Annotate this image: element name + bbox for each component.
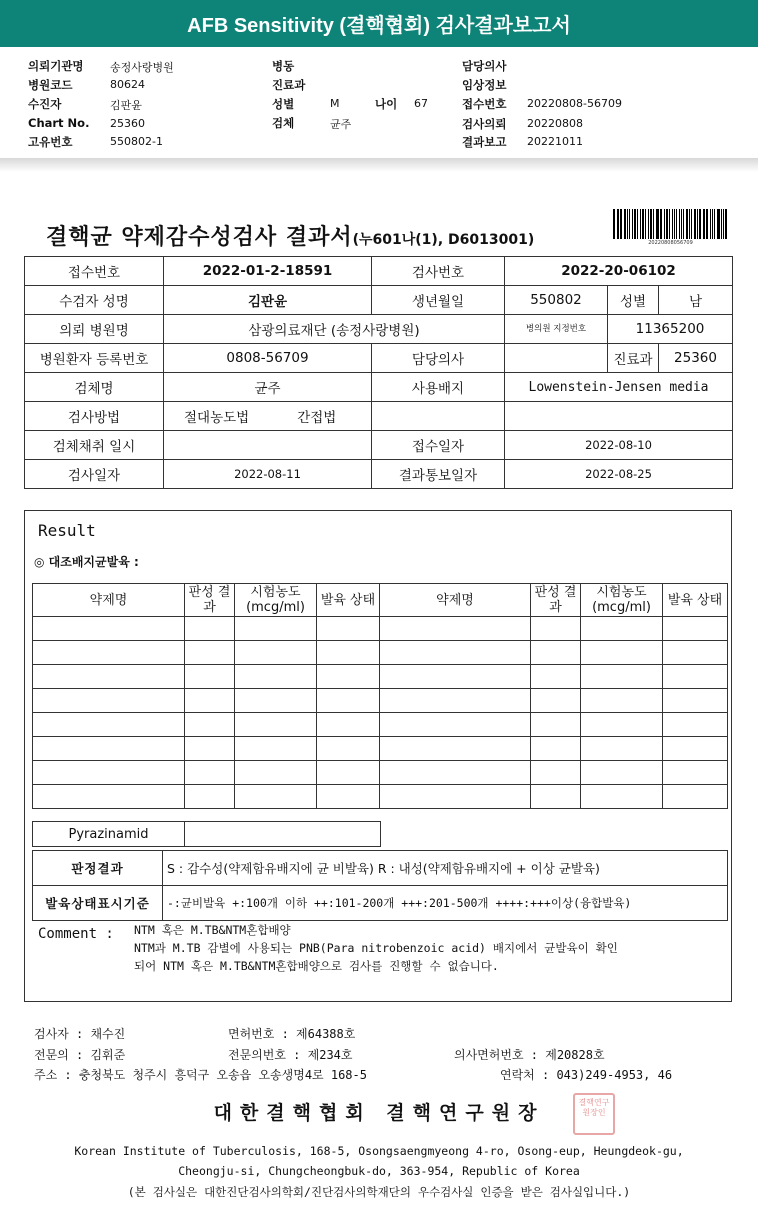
barcode-bar — [679, 209, 680, 239]
table-row — [25, 460, 733, 489]
col-growth: 발육 상태 — [663, 584, 728, 617]
recv-date-label: 접수일자 — [372, 431, 505, 460]
table-cell — [531, 713, 581, 737]
table-row — [33, 761, 728, 785]
table-cell — [33, 641, 185, 665]
table-row — [25, 257, 733, 286]
col-result: 판성 결과 — [531, 584, 581, 617]
report-code: (누601나(1), D6013001) — [352, 232, 535, 248]
barcode-bar — [674, 209, 676, 239]
barcode-bar — [672, 209, 673, 239]
barcode-bar — [717, 209, 719, 239]
table-cell — [531, 641, 581, 665]
judge-label: 판정결과 — [33, 851, 163, 886]
comment-label: Comment : — [38, 926, 114, 942]
contact: 연락처 : 043)249-4953, 46 — [500, 1068, 673, 1082]
table-cell — [581, 713, 663, 737]
table-cell — [185, 785, 235, 809]
empty-cell — [505, 402, 733, 431]
certification-note: (본 검사실은 대한진단검사의학회/진단검사의학재단의 우수검사실 인증을 받은 검사실입니다.) — [127, 1185, 631, 1199]
barcode-bar — [723, 209, 724, 239]
header-value: 균주 — [330, 118, 352, 131]
table-cell — [317, 713, 380, 737]
table-cell — [663, 641, 728, 665]
patient-name: 김판윤 — [164, 286, 372, 315]
col-drug: 약제명 — [33, 584, 185, 617]
specialist-no: 전문의번호 : 제234호 — [228, 1048, 353, 1062]
table-row — [33, 785, 728, 809]
barcode-bar — [650, 209, 652, 239]
header-value: 25360 — [110, 117, 145, 130]
table-cell — [581, 737, 663, 761]
table-cell — [235, 641, 317, 665]
table-cell — [531, 761, 581, 785]
barcode-bar — [683, 209, 685, 239]
table-cell — [380, 737, 531, 761]
col-drug: 약제명 — [380, 584, 531, 617]
table-cell — [33, 617, 185, 641]
barcode-bar — [657, 209, 659, 239]
header-label: 결과보고 — [462, 135, 507, 149]
table-cell — [235, 785, 317, 809]
table-row — [33, 617, 728, 641]
table-row — [25, 373, 733, 402]
barcode-bar — [706, 209, 708, 239]
table-cell — [33, 689, 185, 713]
table-cell — [235, 713, 317, 737]
header-label: Chart No. — [28, 116, 90, 130]
table-row — [33, 689, 728, 713]
header-label: 고유번호 — [28, 135, 73, 149]
barcode-bar — [703, 209, 704, 239]
barcode-bar — [721, 209, 722, 239]
barcode-bar — [697, 209, 698, 239]
header-value: 20220808-56709 — [527, 97, 622, 110]
table-cell — [317, 737, 380, 761]
table-cell — [380, 617, 531, 641]
table-cell — [663, 689, 728, 713]
address-en-2: Cheongju-si, Chungcheongbuk-do, 363-954, Republic of Korea — [178, 1164, 580, 1178]
judge-text: S : 감수성(약제함유배지에 균 비발육) R : 내성(약제함유배지에 + 이상 균발육) — [163, 851, 728, 886]
header-label: 진료과 — [272, 78, 306, 92]
control-growth: ◎ 대조배지균발육 : — [34, 555, 139, 569]
table-cell — [531, 665, 581, 689]
table-cell — [185, 665, 235, 689]
barcode-bar — [660, 209, 662, 239]
table-row — [33, 737, 728, 761]
barcode-bar — [676, 209, 677, 239]
table-cell — [317, 665, 380, 689]
header-value: 20220808 — [527, 117, 583, 130]
barcode-bar — [686, 209, 688, 239]
table-cell — [581, 689, 663, 713]
barcode-bar — [645, 209, 646, 239]
barcode-bar — [691, 209, 692, 239]
license-no: 면허번호 : 제64388호 — [228, 1027, 356, 1041]
table-cell — [531, 689, 581, 713]
receipt-no: 2022-01-2-18591 — [164, 257, 372, 286]
report-date: 2022-08-25 — [505, 460, 733, 489]
table-cell — [185, 761, 235, 785]
barcode-bar — [725, 209, 727, 239]
barcode-bar — [689, 209, 690, 239]
col-growth: 발육 상태 — [317, 584, 380, 617]
table-cell — [185, 617, 235, 641]
table-cell — [33, 737, 185, 761]
method-2: 간접법 — [297, 410, 337, 426]
table-cell — [235, 689, 317, 713]
header-label: 접수번호 — [462, 97, 507, 111]
header-label: 수진자 — [28, 97, 62, 111]
table-cell — [317, 785, 380, 809]
comment-line: 되어 NTM 혹은 M.TB&NTM혼합배양으로 검사를 진행할 수 없습니다. — [134, 959, 499, 973]
table-row — [25, 431, 733, 460]
table-cell — [317, 617, 380, 641]
barcode-bar — [699, 209, 701, 239]
table-cell — [531, 617, 581, 641]
table-cell — [185, 641, 235, 665]
patient-info-table — [24, 256, 733, 489]
barcode-bar — [669, 209, 670, 239]
header-label: 나이 — [375, 97, 398, 111]
table-cell — [33, 713, 185, 737]
table-cell — [581, 761, 663, 785]
barcode-bar — [681, 209, 682, 239]
banner-title: AFB Sensitivity (결핵협회) 검사결과보고서 — [187, 15, 571, 37]
barcode-bar — [613, 209, 615, 239]
birth-label: 생년월일 — [372, 286, 505, 315]
barcode-bar — [648, 209, 649, 239]
barcode-bar — [634, 209, 636, 239]
table-row — [25, 315, 733, 344]
dept: 25360 — [659, 344, 733, 373]
result-label: Result — [38, 521, 96, 540]
table-cell — [663, 713, 728, 737]
hosp-code-label: 병의원 지정번호 — [505, 315, 608, 344]
report-title-text: 결핵균 약제감수성검사 결과서 — [46, 225, 353, 250]
legend-table — [32, 850, 728, 921]
report-title — [46, 220, 534, 251]
header-value: 김판윤 — [110, 99, 142, 112]
header-divider — [0, 158, 758, 172]
test-date-label: 검사일자 — [25, 460, 164, 489]
table-cell — [531, 737, 581, 761]
method-label: 검사방법 — [25, 402, 164, 431]
barcode-bar — [627, 209, 628, 239]
table-row — [33, 665, 728, 689]
barcode-bar — [617, 209, 618, 239]
birth-date: 550802 — [505, 286, 608, 315]
header-value: 67 — [414, 97, 428, 110]
hospital-name: 삼광의료재단 (송정사랑병원) — [164, 315, 505, 344]
table-cell — [380, 785, 531, 809]
pyrazinamid-label: Pyrazinamid — [33, 822, 185, 847]
barcode-bar — [637, 209, 639, 239]
table-cell — [317, 641, 380, 665]
header-value: 80624 — [110, 78, 145, 91]
report-date-label: 결과통보일자 — [372, 460, 505, 489]
table-row — [25, 344, 733, 373]
header-label: 의뢰기관명 — [28, 59, 84, 73]
table-cell — [235, 737, 317, 761]
col-conc: 시험농도 (mcg/ml) — [235, 584, 317, 617]
empty-cell — [372, 402, 505, 431]
barcode-bar — [653, 209, 654, 239]
name-label: 수검자 성명 — [25, 286, 164, 315]
barcode-bar — [629, 209, 630, 239]
table-cell — [663, 617, 728, 641]
growth-text: -:균비발육 +:100개 이하 ++:101-200개 +++:201-500개 ++++:+++이상(융합발육) — [163, 886, 728, 921]
pyrazinamid-value — [185, 822, 381, 847]
barcode-text: 20220808056709 — [648, 240, 693, 246]
tester: 검사자 : 채수진 — [34, 1027, 126, 1041]
receipt-no-label: 접수번호 — [25, 257, 164, 286]
address-en-1: Korean Institute of Tuberculosis, 168-5, Osongsaengmyeong 4-ro, Osong-eup, Heungdeok-gu, — [74, 1144, 684, 1158]
barcode-bar — [620, 209, 622, 239]
table-cell — [531, 785, 581, 809]
barcode-bar — [714, 209, 716, 239]
report-banner — [0, 0, 758, 48]
institute-name: 대한결핵협회 결핵연구원장 — [213, 1102, 545, 1124]
col-conc: 시험농도 (mcg/ml) — [581, 584, 663, 617]
recv-date: 2022-08-10 — [505, 431, 733, 460]
table-cell — [380, 761, 531, 785]
doctor-license: 의사면허번호 : 제20828호 — [454, 1048, 605, 1062]
table-cell — [380, 713, 531, 737]
hospital-label: 의뢰 병원명 — [25, 315, 164, 344]
hosp-code: 11365200 — [608, 315, 733, 344]
table-row — [25, 286, 733, 315]
barcode-bar — [704, 209, 705, 239]
table-cell — [33, 785, 185, 809]
specimen: 균주 — [164, 373, 372, 402]
table-cell — [581, 617, 663, 641]
barcode-bar — [632, 209, 633, 239]
header-label: 임상정보 — [462, 78, 507, 92]
header-label: 성별 — [272, 97, 295, 111]
table-cell — [185, 737, 235, 761]
table-cell — [663, 761, 728, 785]
barcode-bar — [640, 209, 641, 239]
barcode-bar — [664, 209, 665, 239]
barcode-bar — [618, 209, 619, 239]
doctor — [505, 344, 608, 373]
table-header-row — [33, 584, 728, 617]
method-1: 절대농도법 — [184, 410, 250, 426]
table-row — [33, 822, 381, 847]
table-cell — [380, 665, 531, 689]
barcode — [613, 209, 728, 239]
dept-label: 진료과 — [608, 344, 659, 373]
comment-line: NTM과 M.TB 감별에 사용되는 PNB(Para nitrobenzoic acid) 배지에서 균발육이 확인 — [134, 941, 618, 955]
barcode-bar — [694, 209, 696, 239]
header-value: M — [330, 97, 340, 110]
pyrazinamid-table — [32, 821, 381, 847]
comment-line: NTM 혹은 M.TB&NTM혼합배양 — [134, 923, 291, 937]
table-cell — [235, 761, 317, 785]
specialist: 전문의 : 김휘준 — [34, 1048, 126, 1062]
table-cell — [235, 665, 317, 689]
header-label: 병원코드 — [28, 78, 73, 92]
sex-value: 남 — [659, 286, 733, 315]
barcode-bar — [642, 209, 644, 239]
table-cell — [185, 713, 235, 737]
table-cell — [33, 761, 185, 785]
table-cell — [663, 737, 728, 761]
table-cell — [317, 689, 380, 713]
barcode-bar — [656, 209, 657, 239]
collect — [164, 431, 372, 460]
table-cell — [663, 665, 728, 689]
drug-table-body — [33, 617, 728, 809]
table-row — [25, 402, 733, 431]
growth-label: 발육상태표시기준 — [33, 886, 163, 921]
header-label: 검사의뢰 — [462, 117, 507, 131]
table-cell — [33, 665, 185, 689]
drug-table — [32, 583, 728, 809]
table-cell — [235, 617, 317, 641]
header-value: 20221011 — [527, 135, 583, 148]
header-label: 병동 — [272, 59, 295, 73]
doctor-label: 담당의사 — [372, 344, 505, 373]
table-cell — [663, 785, 728, 809]
medium: Lowenstein-Jensen media — [505, 373, 733, 402]
table-cell — [581, 785, 663, 809]
table-cell — [380, 689, 531, 713]
collect-label: 검체채취 일시 — [25, 431, 164, 460]
table-row — [33, 851, 728, 886]
test-no-label: 검사번호 — [372, 257, 505, 286]
method — [164, 402, 372, 431]
table-cell — [581, 665, 663, 689]
specimen-label: 검체명 — [25, 373, 164, 402]
table-row — [33, 641, 728, 665]
reg-label: 병원환자 등록번호 — [25, 344, 164, 373]
barcode-bar — [710, 209, 711, 239]
table-cell — [317, 761, 380, 785]
table-row — [33, 713, 728, 737]
barcode-bar — [666, 209, 668, 239]
reg-no: 0808-56709 — [164, 344, 372, 373]
table-cell — [581, 641, 663, 665]
test-no: 2022-20-06102 — [505, 257, 733, 286]
header-label: 검체 — [272, 116, 295, 130]
medium-label: 사용배지 — [372, 373, 505, 402]
sex-label: 성별 — [608, 286, 659, 315]
table-cell — [380, 641, 531, 665]
address: 주소 : 충청북도 청주시 흥덕구 오송읍 오송생명4로 168-5 — [34, 1068, 367, 1082]
barcode-bar — [712, 209, 713, 239]
col-result: 판성 결과 — [185, 584, 235, 617]
header-value: 550802-1 — [110, 135, 163, 148]
header-label: 담당의사 — [462, 59, 507, 73]
test-date: 2022-08-11 — [164, 460, 372, 489]
official-seal: 결핵연구원장인 — [573, 1093, 615, 1135]
barcode-bar — [624, 209, 626, 239]
table-cell — [185, 689, 235, 713]
header-value: 송정사랑병원 — [110, 61, 174, 74]
table-row — [33, 886, 728, 921]
